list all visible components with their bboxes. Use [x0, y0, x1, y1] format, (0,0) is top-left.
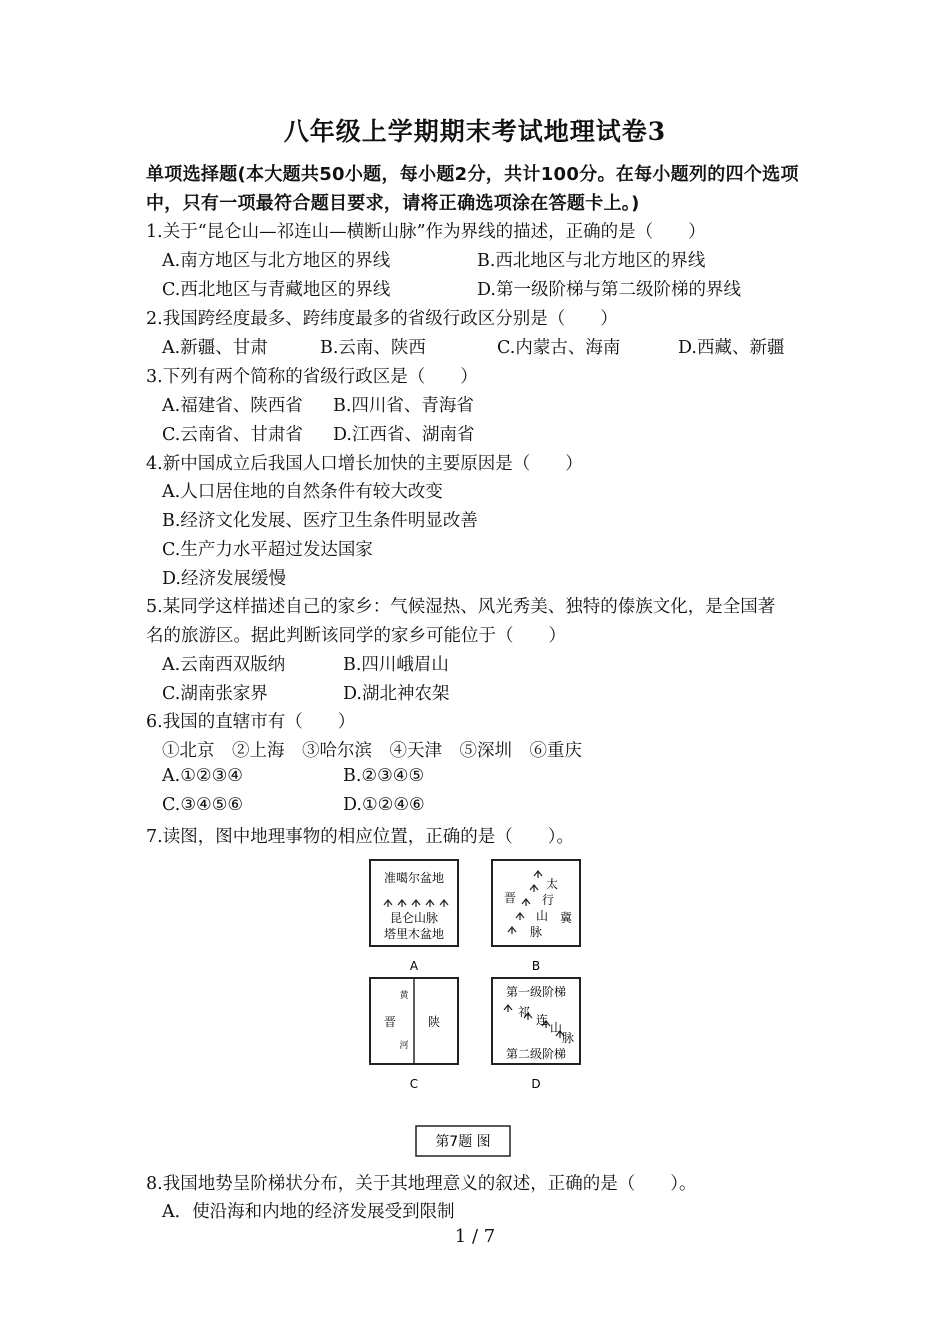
q4-option-b: B.经济文化发展、医疗卫生条件明显改善: [162, 511, 478, 531]
panel-d-char2: 连: [536, 1013, 549, 1027]
q5-stem-line2: 名的旅游区。据此判断该同学的家乡可能位于（ ）: [146, 626, 566, 646]
q3-option-a: A.福建省、陕西省: [162, 396, 303, 416]
panel-d-letter: D: [531, 1077, 541, 1091]
q2-option-c: C.内蒙古、海南: [497, 338, 621, 358]
page-title: 八年级上学期期末考试地理试卷3: [283, 117, 667, 146]
panel-b-right-label: 冀: [560, 911, 573, 925]
q1-option-c: C.西北地区与青藏地区的界线: [162, 280, 391, 300]
panel-c-left-label: 晋: [384, 1015, 397, 1029]
mountain-symbols-icon: [384, 900, 448, 907]
panel-d-bottom-label: 第二级阶梯: [505, 1047, 567, 1061]
q2-stem: 2.我国跨经度最多、跨纬度最多的省级行政区分别是（ ）: [146, 309, 618, 329]
q1-option-a: A.南方地区与北方地区的界线: [162, 251, 391, 271]
q7-panel-a: [370, 860, 458, 973]
q7-stem: 7.读图，图中地理事物的相应位置，正确的是（ ）。: [146, 827, 574, 847]
q2-option-d: D.西藏、新疆: [678, 338, 785, 358]
panel-b-char1: 太: [546, 877, 559, 891]
panel-b-char2: 行: [542, 893, 555, 907]
q3-option-c: C.云南省、甘肃省: [162, 425, 303, 445]
panel-a-top-label: 准噶尔盆地: [383, 871, 445, 885]
q8-stem: 8.我国地势呈阶梯状分布，关于其地理意义的叙述，正确的是（ ）。: [146, 1174, 697, 1194]
q1-option-b: B.西北地区与北方地区的界线: [477, 251, 706, 271]
panel-c-river-bottom: 河: [399, 1041, 409, 1051]
panel-a-letter: A: [409, 959, 419, 973]
panel-a-mid-label: 昆仑山脉: [389, 911, 439, 925]
q7-figure-caption: [416, 1126, 510, 1156]
q6-option-a: A.①②③④: [162, 766, 243, 786]
panel-b-char3: 山: [536, 909, 549, 923]
q2-option-a: A.新疆、甘肃: [162, 338, 268, 358]
q5-stem-line1: 5.某同学这样描述自己的家乡：气候湿热、风光秀美、独特的傣族文化，是全国著: [146, 597, 776, 617]
panel-d-char3: 山: [550, 1021, 563, 1035]
q3-stem: 3.下列有两个简称的省级行政区是（ ）: [146, 367, 478, 387]
q6-option-d: D.①②④⑥: [343, 795, 425, 815]
q6-option-b: B.②③④⑤: [343, 766, 425, 786]
caption-text: 第7题 图: [435, 1134, 491, 1150]
section-instructions-line1: 单项选择题(本大题共50小题，每小题2分，共计100分。在每小题列的四个选项: [146, 164, 799, 185]
panel-d-char1: 祁: [518, 1005, 531, 1019]
q8-option-a: A．使沿海和内地的经济发展受到限制: [162, 1202, 455, 1222]
panel-c-river-top: 黄: [399, 991, 409, 1001]
q6-option-c: C.③④⑤⑥: [162, 795, 244, 815]
q4-option-a: A.人口居住地的自然条件有较大改变: [162, 482, 443, 502]
panel-b-letter: B: [531, 959, 541, 973]
q1-stem: 1.关于“昆仑山—祁连山—横断山脉”作为界线的描述，正确的是（ ）: [146, 222, 706, 242]
q1-option-d: D.第一级阶梯与第二级阶梯的界线: [477, 280, 741, 300]
panel-d-char4: 脉: [562, 1031, 575, 1045]
q5-option-c: C.湖南张家界: [162, 684, 268, 704]
q4-option-d: D.经济发展缓慢: [162, 569, 286, 589]
panel-b-char4: 脉: [530, 925, 543, 939]
panel-c-right-label: 陕: [428, 1015, 441, 1029]
q6-items: ①北京 ②上海 ③哈尔滨 ④天津 ⑤深圳 ⑥重庆: [162, 741, 582, 761]
q5-option-a: A.云南西双版纳: [162, 655, 286, 675]
q7-panel-c: [370, 978, 458, 1091]
panel-b-left-label: 晋: [504, 891, 517, 905]
q2-option-b: B.云南、陕西: [320, 338, 426, 358]
q3-option-b: B.四川省、青海省: [333, 396, 474, 416]
q7-figure: [360, 852, 600, 1162]
panel-a-bottom-label: 塔里木盆地: [383, 927, 445, 941]
q3-option-d: D.江西省、湖南省: [333, 425, 475, 445]
panel-d-top-label: 第一级阶梯: [505, 985, 567, 999]
q4-option-c: C.生产力水平超过发达国家: [162, 540, 373, 560]
q7-panel-b: [492, 860, 580, 973]
q4-stem: 4.新中国成立后我国人口增长加快的主要原因是（ ）: [146, 454, 583, 474]
page-number: 1 / 7: [454, 1226, 496, 1247]
q7-panel-d: [492, 978, 580, 1091]
q5-option-d: D.湖北神农架: [343, 684, 450, 704]
section-instructions-line2: 中，只有一项最符合题目要求，请将正确选项涂在答题卡上。): [146, 193, 640, 214]
q5-option-b: B.四川峨眉山: [343, 655, 449, 675]
panel-c-letter: C: [409, 1077, 419, 1091]
q6-stem: 6.我国的直辖市有（ ）: [146, 712, 356, 732]
